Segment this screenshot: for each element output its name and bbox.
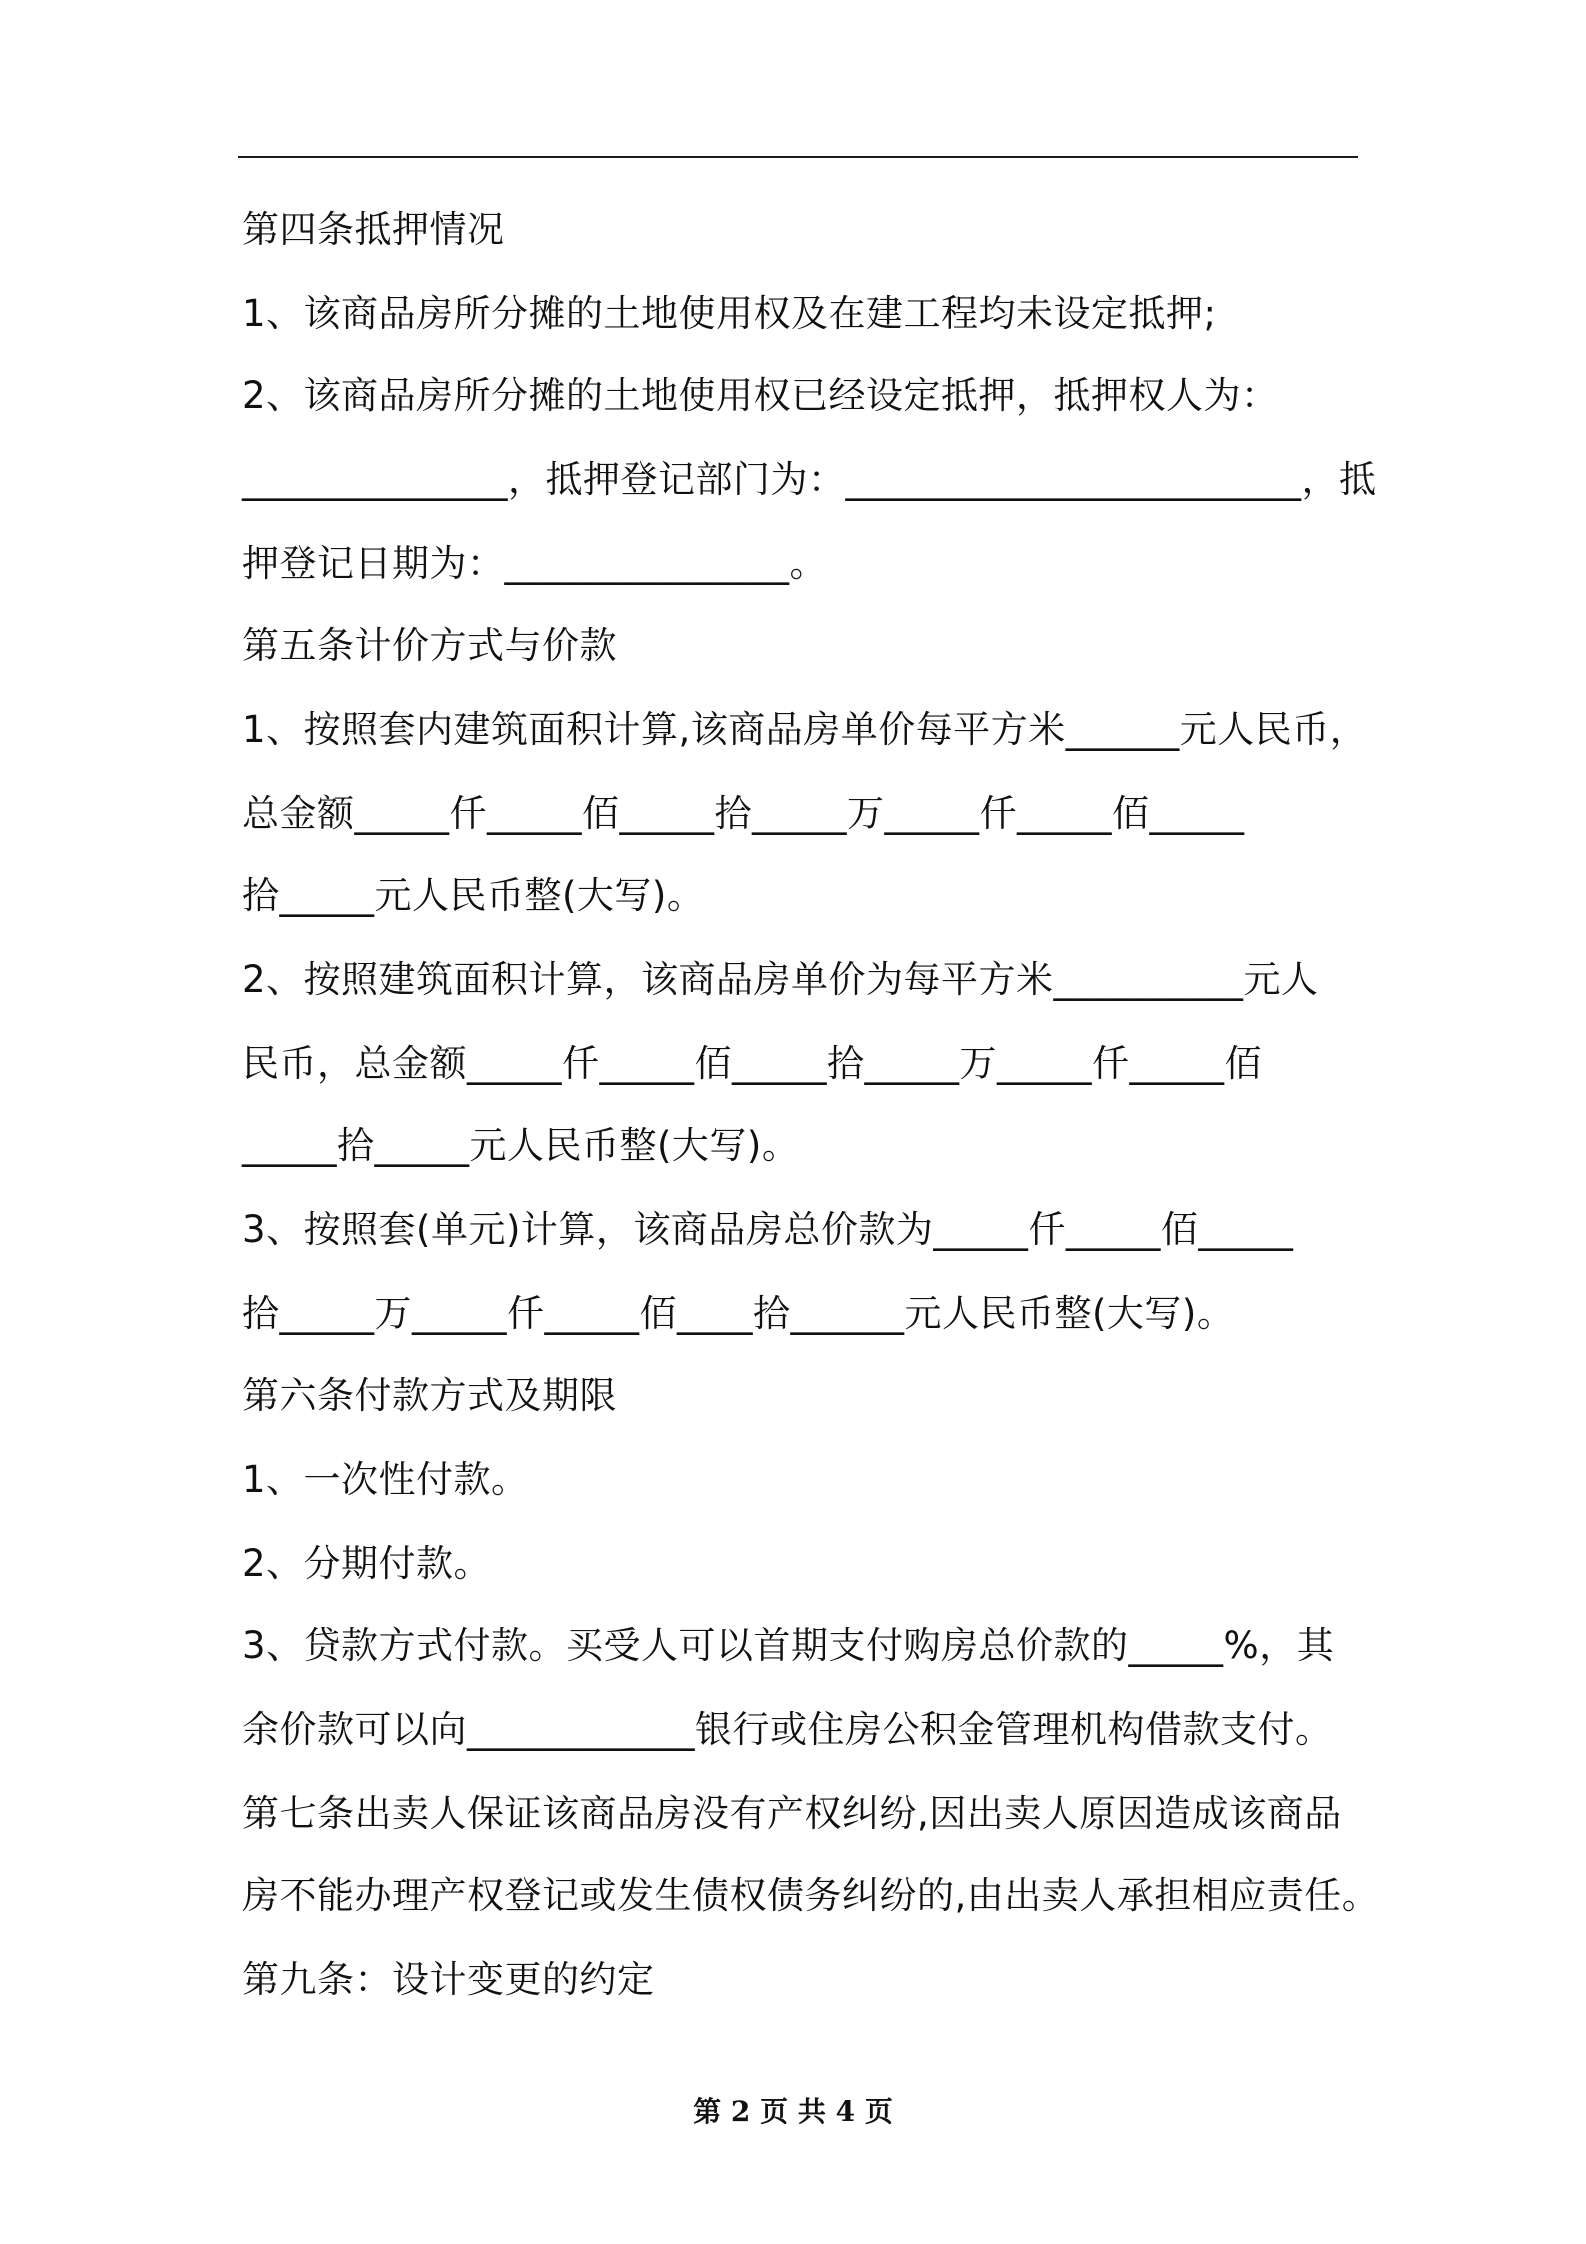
text-line: 押登记日期为：_______________。 [242, 542, 827, 585]
text-line: 2、分期付款。 [242, 1542, 492, 1585]
section-heading-6: 第六条付款方式及期限 [242, 1374, 617, 1417]
section-heading-4: 第四条抵押情况 [242, 208, 505, 251]
text-line: 1、一次性付款。 [242, 1458, 529, 1501]
section-heading-7: 第七条出卖人保证该商品房没有产权纠纷,因出卖人原因造成该商品 [242, 1792, 1342, 1835]
text-line: 房不能办理产权登记或发生债权债务纠纷的,由出卖人承担相应责任。 [242, 1874, 1380, 1917]
text-line: 2、按照建筑面积计算，该商品房单价为每平方米__________元人 [242, 958, 1319, 1001]
text-line: 1、按照套内建筑面积计算,该商品房单价每平方米______元人民币， [242, 708, 1368, 751]
text-line: 拾_____万_____仟_____佰____拾______元人民币整(大写)。 [242, 1292, 1235, 1335]
text-line: 拾_____元人民币整(大写)。 [242, 874, 705, 917]
section-heading-5: 第五条计价方式与价款 [242, 624, 617, 667]
text-line: 1、该商品房所分摊的土地使用权及在建工程均未设定抵押; [242, 292, 1217, 335]
text-line: 民币，总金额_____仟_____佰_____拾_____万_____仟_____佰 [242, 1042, 1262, 1085]
header-rule [238, 156, 1358, 158]
text-line: 3、贷款方式付款。买受人可以首期支付购房总价款的_____%，其 [242, 1624, 1335, 1667]
text-line: 余价款可以向____________银行或住房公积金管理机构借款支付。 [242, 1708, 1333, 1751]
text-line: 总金额_____仟_____佰_____拾_____万_____仟_____佰_____ [242, 792, 1245, 835]
text-line: 2、该商品房所分摊的土地使用权已经设定抵押，抵押权人为： [242, 374, 1279, 417]
text-line: 3、按照套(单元)计算，该商品房总价款为_____仟_____佰_____ [242, 1208, 1294, 1251]
text-line: ______________，抵押登记部门为：________________________，抵 [242, 458, 1377, 501]
text-line: _____拾_____元人民币整(大写)。 [242, 1124, 800, 1167]
page-number-footer: 第 2 页 共 4 页 [693, 2095, 893, 2128]
section-heading-9: 第九条：设计变更的约定 [242, 1958, 655, 2001]
